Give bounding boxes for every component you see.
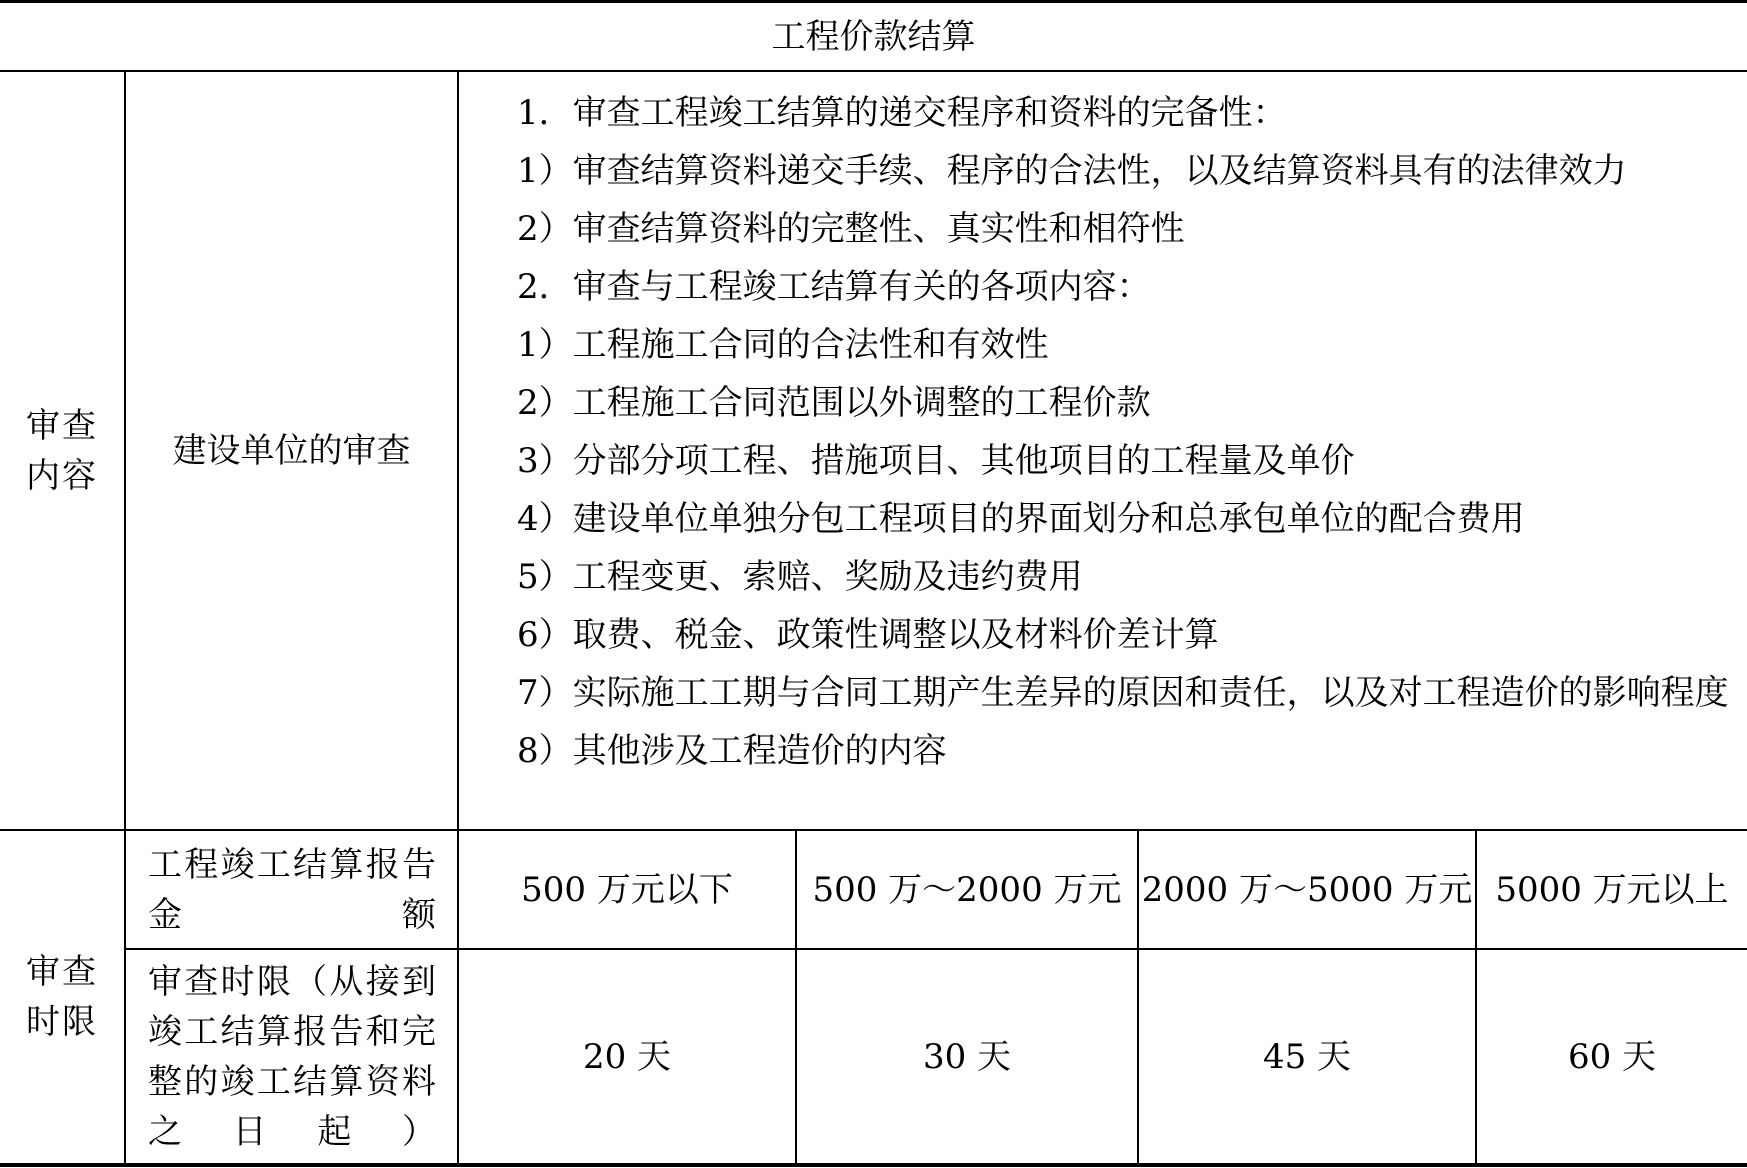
amount-tier-1: 500 万元以下	[521, 869, 733, 910]
list-item: 7）实际施工工期与合同工期产生差异的原因和责任，以及对工程造价的影响程度	[517, 673, 1729, 713]
list-item: 1）审查结算资料递交手续、程序的合法性，以及结算资料具有的法律效力	[517, 151, 1627, 191]
review-time-label: 审查 时限	[26, 952, 98, 1042]
limit-label: 审查时限（从接到竣工结算报告和完整的竣工结算资料之日起）	[148, 961, 436, 1152]
amount-tier-2: 500 万～2000 万元	[812, 869, 1122, 910]
list-item: 2）工程施工合同范围以外调整的工程价款	[517, 383, 1151, 423]
list-item: 1）工程施工合同的合法性和有效性	[517, 325, 1049, 365]
amount-tier-3: 2000 万～5000 万元	[1141, 869, 1473, 910]
list-item: 2．审查与工程竣工结算有关的各项内容：	[517, 267, 1151, 307]
list-item: 8）其他涉及工程造价的内容	[517, 731, 947, 771]
list-item: 1．审查工程竣工结算的递交程序和资料的完备性：	[517, 93, 1287, 133]
table-title: 工程价款结算	[771, 16, 976, 57]
limit-tier-2: 30 天	[922, 1036, 1012, 1077]
limit-tier-4: 60 天	[1567, 1036, 1657, 1077]
list-item: 3）分部分项工程、措施项目、其他项目的工程量及单价	[517, 441, 1355, 481]
amount-tier-4: 5000 万元以上	[1495, 869, 1729, 910]
amount-label: 工程竣工结算报告金额	[148, 845, 436, 935]
review-content-label: 审查 内容	[26, 405, 98, 496]
list-item: 5）工程变更、索赔、奖励及违约费用	[517, 557, 1083, 597]
rule-bottom	[0, 1163, 1747, 1167]
client-review-label: 建设单位的审查	[172, 430, 411, 471]
list-item: 4）建设单位单独分包工程项目的界面划分和总承包单位的配合费用	[517, 499, 1525, 539]
list-item: 6）取费、税金、政策性调整以及材料价差计算	[517, 615, 1219, 655]
limit-tier-3: 45 天	[1262, 1036, 1352, 1077]
list-item: 2）审查结算资料的完整性、真实性和相符性	[517, 209, 1185, 249]
review-items-list	[485, 84, 1735, 780]
limit-tier-1: 20 天	[582, 1036, 672, 1077]
